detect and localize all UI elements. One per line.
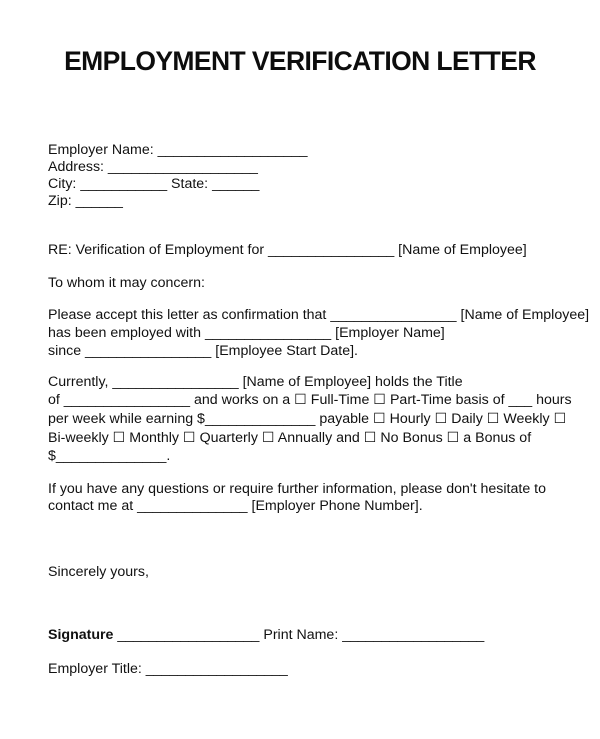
zip-line: Zip: ______	[48, 193, 123, 209]
paragraph2-line3: per week while earning $______________ payable ☐ Hourly ☐ Daily ☐ Weekly ☐	[48, 411, 567, 427]
paragraph2-line2: of ________________ and works on a ☐ Full-Time ☐ Part-Time basis of ___ hours	[48, 392, 572, 408]
paragraph1-line2: has been employed with ________________ [Employer Name]	[48, 325, 445, 341]
address-line: Address: ___________________	[48, 159, 258, 175]
paragraph2-line5: $______________.	[48, 448, 171, 464]
signature-row	[48, 626, 484, 644]
signature-blank: __________________	[113, 627, 264, 643]
paragraph1-line3: since ________________ [Employee Start Date].	[48, 343, 358, 359]
print-name: Print Name: __________________	[263, 627, 485, 643]
paragraph2-line1: Currently, ________________ [Name of Employee] holds the Title	[48, 374, 463, 390]
employer-title-line: Employer Title: __________________	[48, 661, 288, 677]
salutation: To whom it may concern:	[48, 275, 205, 291]
paragraph1-line1: Please accept this letter as confirmation that ________________ [Name of Employee]	[48, 307, 590, 323]
document-title: EMPLOYMENT VERIFICATION LETTER	[64, 46, 536, 76]
re-line: RE: Verification of Employment for ________________ [Name of Employee]	[48, 242, 527, 258]
closing: Sincerely yours,	[48, 564, 149, 580]
city-state-line: City: ___________ State: ______	[48, 176, 260, 192]
paragraph3-line1: If you have any questions or require further information, please don't hesitate to	[48, 481, 546, 497]
signature-label: Signature	[48, 627, 114, 643]
employer-name-line: Employer Name: ___________________	[48, 142, 308, 158]
paragraph3-line2: contact me at ______________ [Employer Phone Number].	[48, 498, 423, 514]
paragraph2-line4: Bi-weekly ☐ Monthly ☐ Quarterly ☐ Annually and ☐ No Bonus ☐ a Bonus of	[48, 430, 532, 446]
